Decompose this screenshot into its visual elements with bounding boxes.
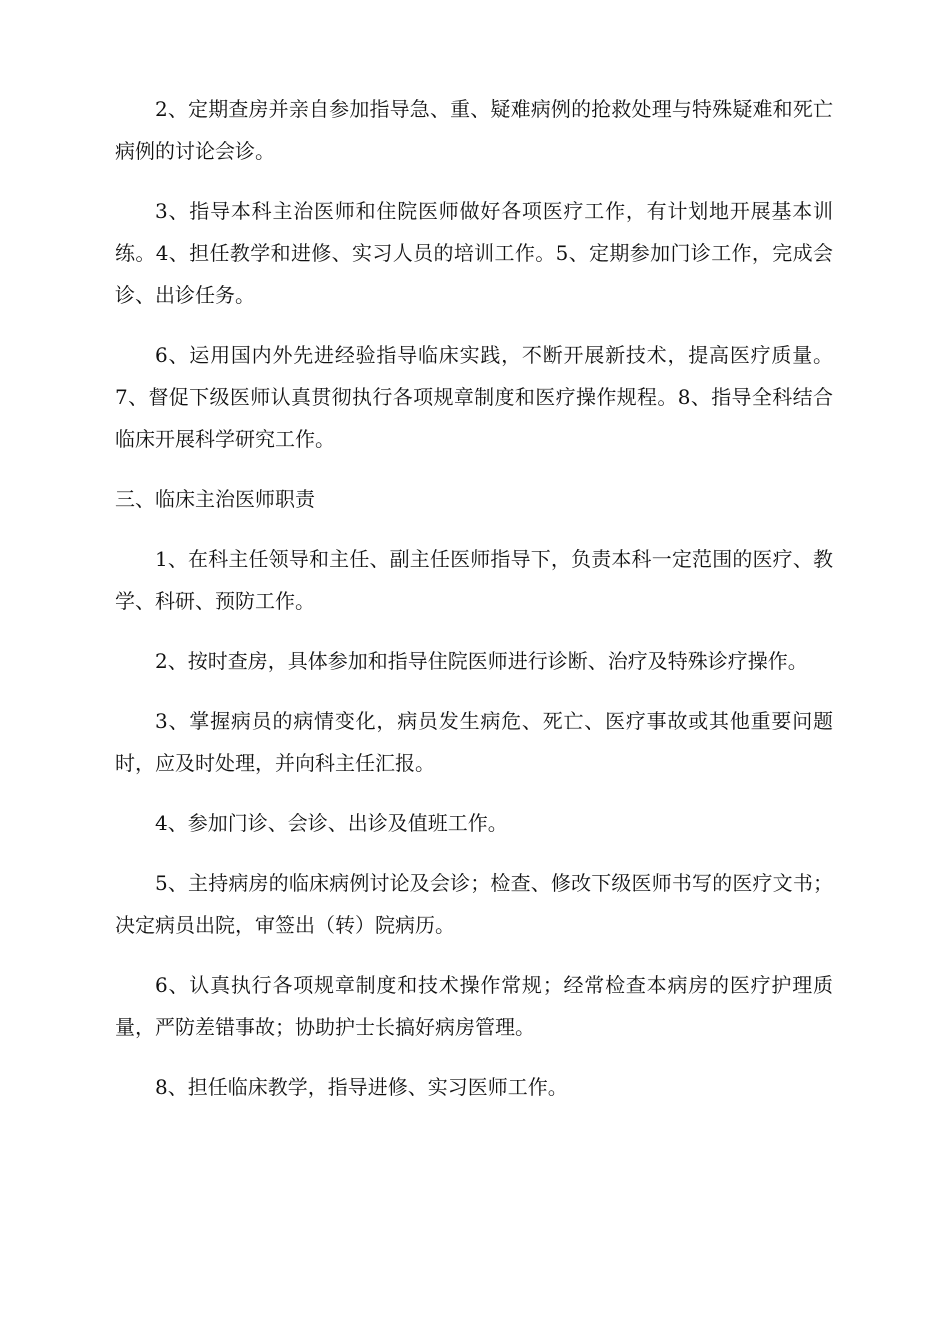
attending-duty-5: 5、主持病房的临床病例讨论及会诊；检查、修改下级医师书写的医疗文书；决定病员出院，审签出（转）院病历。 xyxy=(115,871,833,937)
attending-duty-1: 1、在科主任领导和主任、副主任医师指导下，负责本科一定范围的医疗、教学、科研、预防工作。 xyxy=(115,547,833,613)
paragraph-6-new-techniques: 6、运用国内外先进经验指导临床实践，不断开展新技术，提高医疗质量。7、督促下级医师认真贯彻执行各项规章制度和医疗操作规程。8、指导全科结合临床开展科学研究工作。 xyxy=(115,343,833,451)
document-body xyxy=(115,88,833,1126)
paragraph-2-ward-rounds: 2、定期查房并亲自参加指导急、重、疑难病例的抢救处理与特殊疑难和死亡病例的讨论会诊。 xyxy=(115,97,833,163)
section-heading: 三、临床主治医师职责 xyxy=(115,487,315,511)
paragraph-3-guidance: 3、指导本科主治医师和住院医师做好各项医疗工作，有计划地开展基本训练。4、担任教学和进修、实习人员的培训工作。5、定期参加门诊工作，完成会诊、出诊任务。 xyxy=(115,199,833,307)
attending-duty-4: 4、参加门诊、会诊、出诊及值班工作。 xyxy=(155,811,508,835)
attending-duty-6: 6、认真执行各项规章制度和技术操作常规；经常检查本病房的医疗护理质量，严防差错事故；协助护士长搞好病房管理。 xyxy=(115,973,833,1039)
attending-duty-8: 8、担任临床教学，指导进修、实习医师工作。 xyxy=(155,1075,568,1099)
attending-duty-3: 3、掌握病员的病情变化，病员发生病危、死亡、医疗事故或其他重要问题时，应及时处理，并向科主任汇报。 xyxy=(115,709,833,775)
attending-duty-2: 2、按时查房，具体参加和指导住院医师进行诊断、治疗及特殊诊疗操作。 xyxy=(155,649,808,673)
